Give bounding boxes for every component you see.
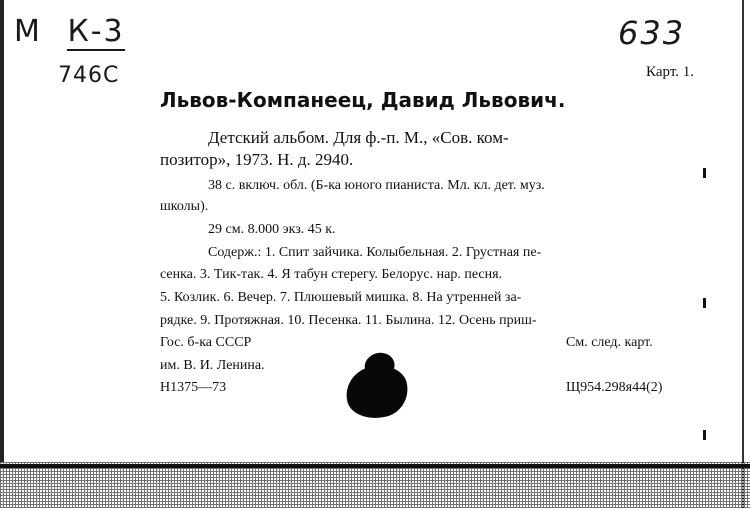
scan-noise-strip (0, 462, 750, 508)
edge-mark (703, 168, 706, 178)
title-line: Детский альбом. Для ф.-п. М., «Сов. ком- (208, 128, 509, 147)
shelf-mark-top (14, 14, 125, 49)
card-label: Карт. 1. (646, 64, 694, 80)
classification-code: Щ954.298я44(2) (566, 380, 663, 395)
edge-mark (703, 298, 706, 308)
card-right-edge (742, 0, 744, 508)
contents-line: Содерж.: 1. Спит зайчика. Колыбельная. 2. Грустная пе- (208, 245, 542, 260)
author-heading: Львов-Компанеец, Давид Львович. (160, 88, 566, 112)
description-line: 38 с. включ. обл. (Б-ка юного пианиста. Мл. кл. дет. муз. (208, 178, 545, 193)
shelf-mark-bottom: 746С (58, 63, 120, 88)
see-next-card: См. след. карт. (566, 335, 653, 350)
card-number: 633 (618, 14, 686, 52)
shelf-mark-letter: М (14, 14, 42, 49)
edge-mark (703, 430, 706, 440)
description-line: школы). (160, 199, 209, 214)
ink-blot (341, 360, 412, 424)
library-name: Гос. б-ка СССР (160, 335, 252, 350)
title-line: позитор», 1973. Н. д. 2940. (160, 150, 354, 169)
library-name-line2: им. В. И. Ленина. (160, 358, 265, 373)
card-left-edge (0, 0, 4, 462)
shelf-mark-code: К-3 (67, 14, 125, 49)
contents-line: рядке. 9. Протяжная. 10. Песенка. 11. Былина. 12. Осень приш- (160, 313, 537, 328)
card-bottom-edge (0, 464, 750, 468)
contents-line: сенка. 3. Тик-так. 4. Я табун стерегу. Белорус. нар. песня. (160, 267, 503, 282)
description-line: 29 см. 8.000 экз. 45 к. (208, 222, 336, 237)
registration-number: Н1375—73 (160, 380, 227, 395)
contents-line: 5. Козлик. 6. Вечер. 7. Плюшевый мишка. 8. На утренней за- (160, 290, 522, 305)
